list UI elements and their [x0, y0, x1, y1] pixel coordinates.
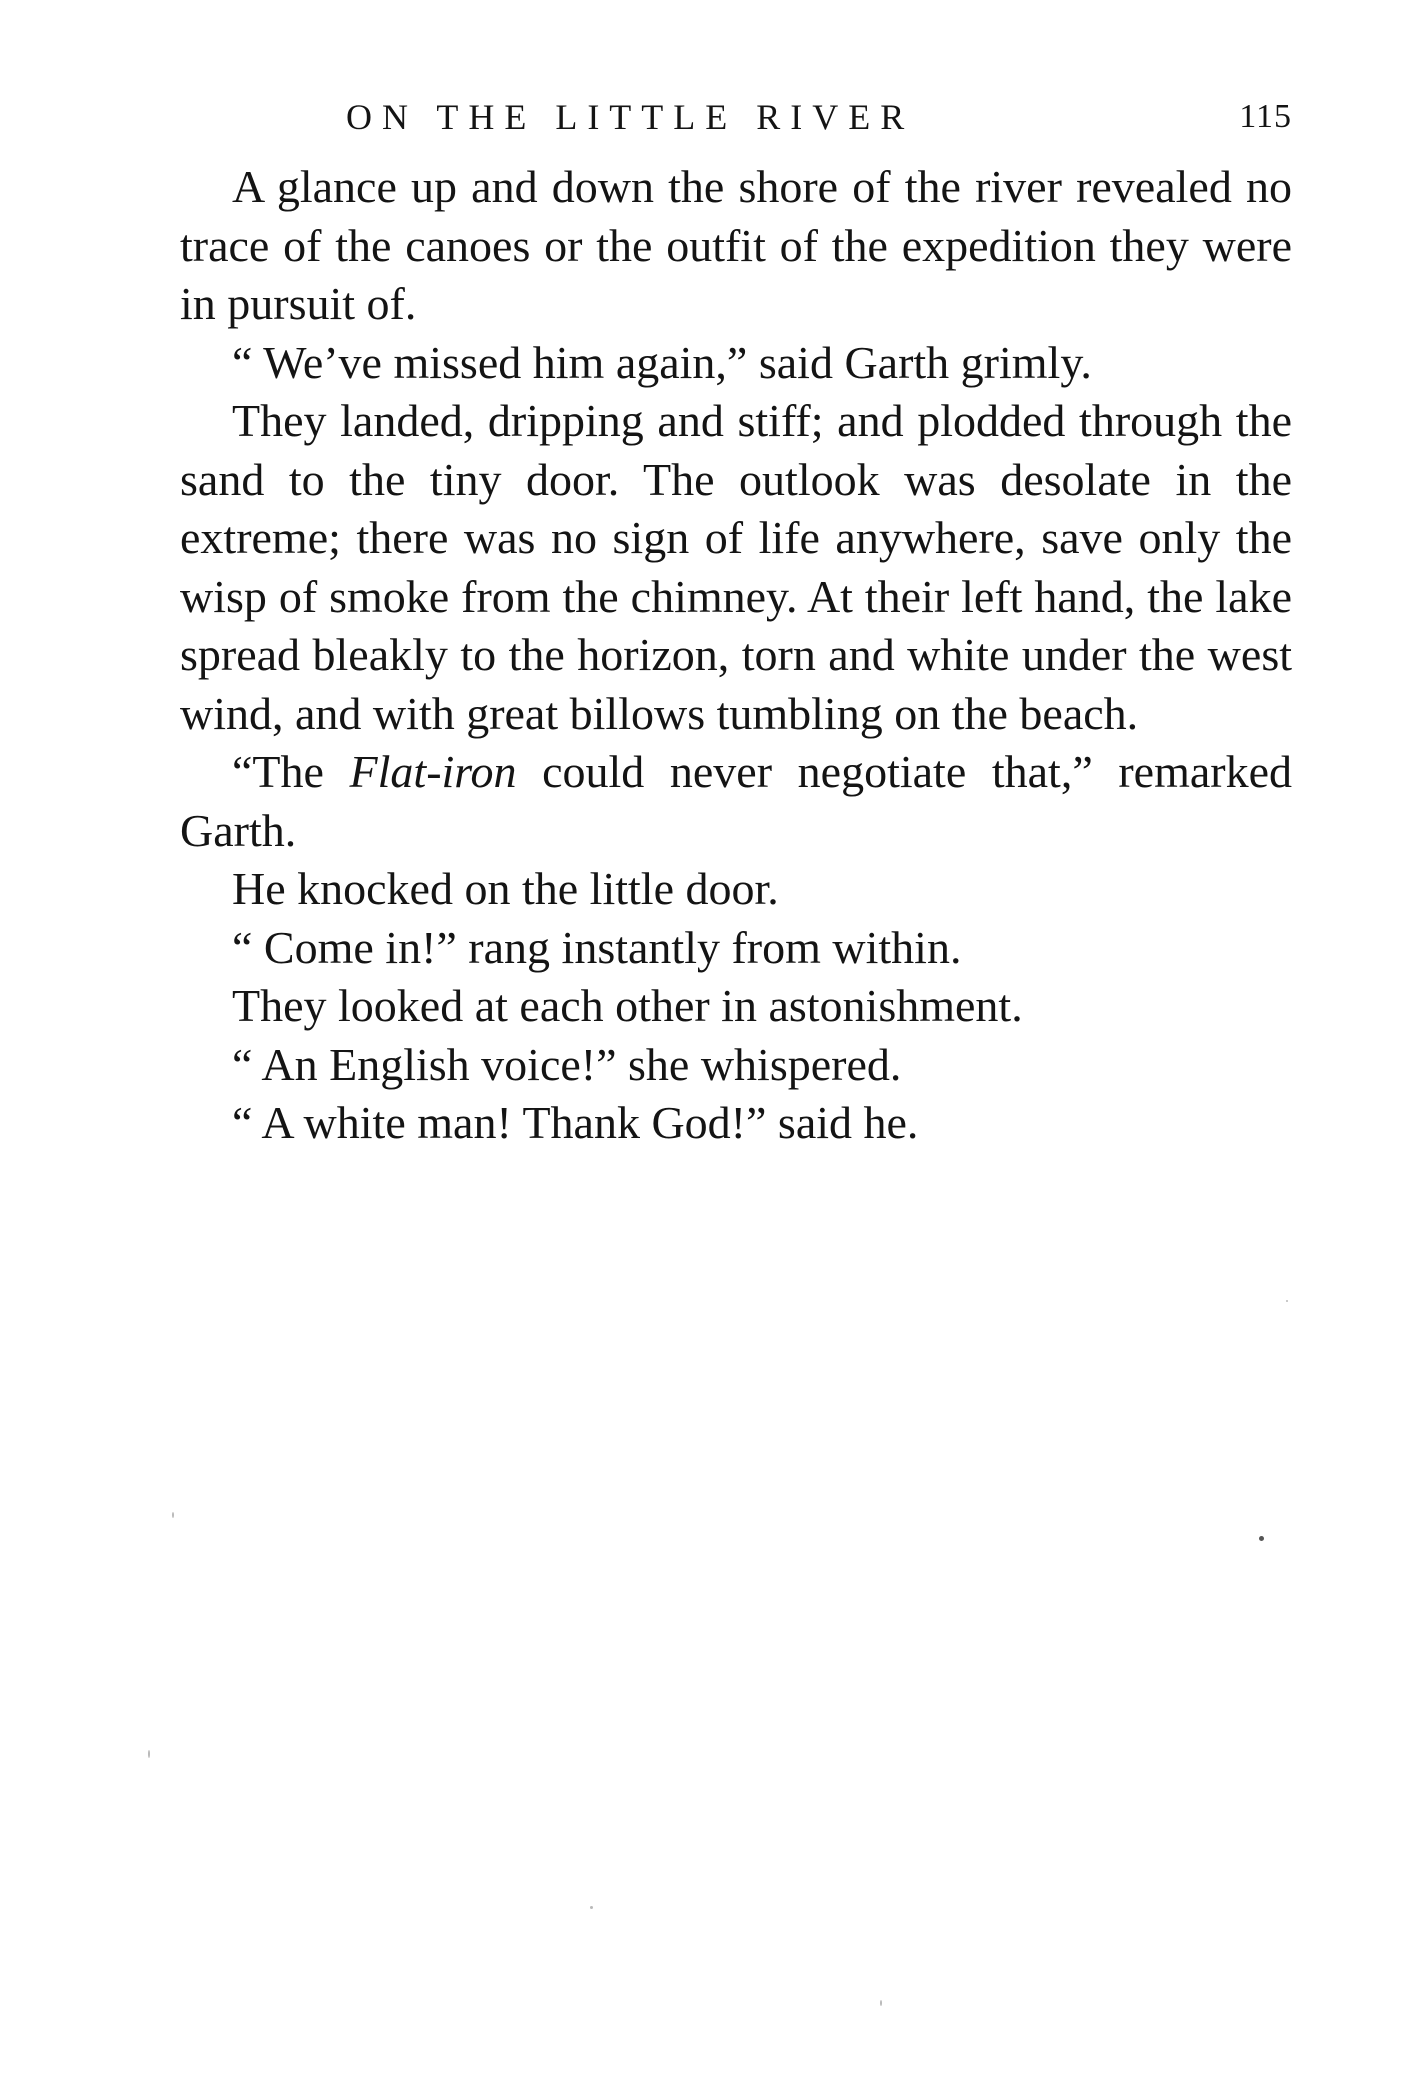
italic-ship-name: Flat-iron [349, 746, 517, 797]
scan-speck [880, 2000, 882, 2006]
paragraph-text: could never negotiate that,” remarked Garth. [180, 746, 1292, 856]
scan-speck [148, 1750, 150, 1758]
scan-speck [1286, 1300, 1288, 1302]
paragraph: They looked at each other in astonishment. [232, 980, 1023, 1031]
paragraph: “ An English voice!” she whispered. [232, 1038, 902, 1090]
paragraph [180, 743, 1292, 860]
scan-speck [172, 1512, 174, 1518]
body-text [180, 158, 1292, 1153]
book-page [180, 88, 1292, 1153]
paragraph-text: “The [232, 746, 350, 797]
running-title: ON THE LITTLE RIVER [346, 97, 915, 137]
running-head [180, 88, 1292, 146]
page-number: 115 [1239, 98, 1292, 135]
paragraph: “ We’ve missed him again,” said Garth grimly. [232, 336, 1092, 388]
scan-speck [590, 1906, 593, 1909]
paragraph: He knocked on the little door. [232, 863, 779, 914]
paragraph: “ Come in!” rang instantly from within. [232, 921, 962, 973]
paragraph: A glance up and down the shore of the river revealed no trace of the canoes or the outfit of the expedition they were in pursuit of. [180, 161, 1292, 329]
paragraph: “ A white man! Thank God!” said he. [232, 1097, 919, 1148]
scan-speck [1259, 1536, 1264, 1541]
paragraph: They landed, dripping and stiff; and plodded through the sand to the tiny door. The outlook was desolate in the extreme; there was no sign of life anywhere, save only the wisp of smoke from the chimney. At their left hand, the lake spread bleakly to the horizon, torn and white under the west wind, and with great billows tumbling on the beach. [180, 395, 1292, 739]
